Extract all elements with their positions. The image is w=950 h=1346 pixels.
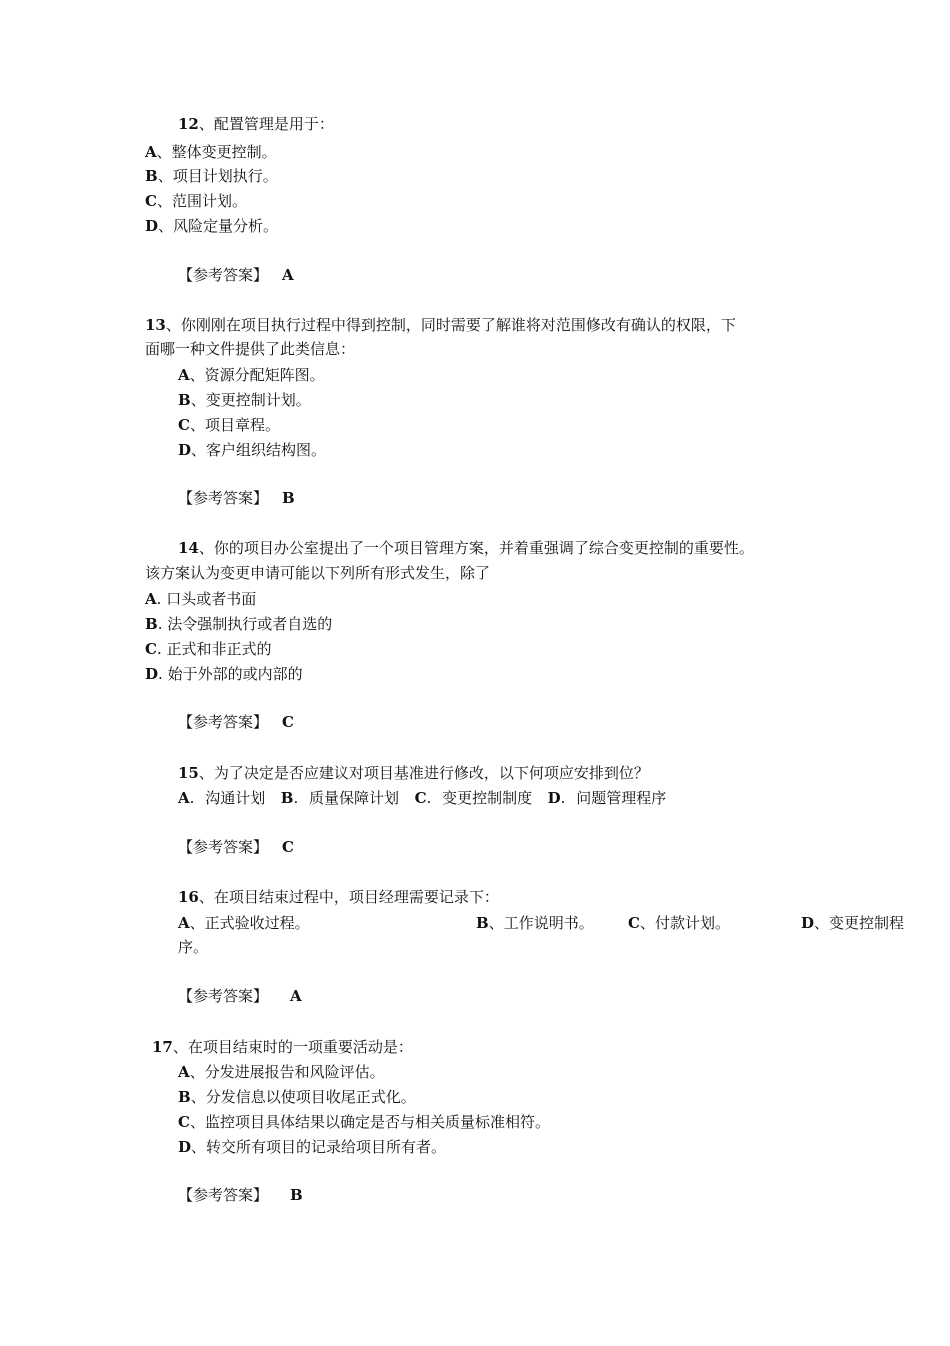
q13-option-c: C、项目章程。: [178, 416, 280, 434]
q15-option-b: B. 质量保障计划: [280, 789, 400, 807]
q17-option-a: A、分发进展报告和风险评估。: [178, 1063, 385, 1081]
question-14-stem-line1: 14、你的项目办公室提出了一个项目管理方案，并着重强调了综合变更控制的重要性。: [178, 539, 754, 557]
q16-option-d-continuation: 序。: [178, 938, 209, 956]
q14-answer: 【参考答案】 C: [178, 713, 294, 731]
q16-option-a: A、正式验收过程。: [178, 914, 310, 932]
q17-option-b: B、分发信息以使项目收尾正式化。: [178, 1088, 416, 1106]
q16-option-c: C、付款计划。: [628, 914, 730, 932]
q14-option-a: A. 口头或者书面: [145, 590, 257, 608]
question-13-stem-line2: 面哪一种文件提供了此类信息：: [145, 340, 356, 358]
q12-option-b: B、项目计划执行。: [145, 167, 278, 185]
q12-option-a: A、整体变更控制。: [145, 143, 277, 161]
q12-option-c: C、范围计划。: [145, 192, 247, 210]
question-15-stem: 15、为了决定是否应建议对项目基准进行修改，以下何项应安排到位？: [178, 764, 649, 782]
q15-answer: 【参考答案】 C: [178, 838, 294, 856]
q15-option-c: C. 变更控制制度: [414, 789, 533, 807]
q16-option-b: B、工作说明书。: [476, 914, 594, 932]
q15-options-row: [178, 788, 666, 808]
q13-answer: 【参考答案】 B: [178, 489, 295, 507]
q12-answer: 【参考答案】 A: [178, 266, 294, 284]
q15-option-d: D. 问题管理程序: [547, 789, 667, 807]
question-14-stem-line2: 该方案认为变更申请可能以下列所有形式发生，除了: [145, 564, 491, 582]
question-13-stem-line1: 13、你刚刚在项目执行过程中得到控制，同时需要了解谁将对范围修改有确认的权限，下: [145, 316, 736, 334]
q17-answer: 【参考答案】 B: [178, 1186, 303, 1204]
q14-option-b: B. 法令强制执行或者自选的: [145, 615, 333, 633]
question-17-stem: 17、在项目结束时的一项重要活动是：: [152, 1038, 413, 1056]
q13-option-d: D、客户组织结构图。: [178, 441, 327, 459]
q14-option-d: D. 始于外部的或内部的: [145, 665, 303, 683]
q14-option-c: C. 正式和非正式的: [145, 640, 272, 658]
question-16-stem: 16、在项目结束过程中，项目经理需要记录下：: [178, 888, 499, 906]
question-12-stem: 12、配置管理是用于：: [178, 115, 334, 133]
q13-option-a: A、资源分配矩阵图。: [178, 366, 325, 384]
q17-option-d: D、转交所有项目的记录给项目所有者。: [178, 1138, 447, 1156]
q16-option-d: D、变更控制程: [801, 914, 905, 932]
q16-answer: 【参考答案】 A: [178, 987, 302, 1005]
q13-option-b: B、变更控制计划。: [178, 391, 311, 409]
q12-option-d: D、风险定量分析。: [145, 217, 279, 235]
q17-option-c: C、监控项目具体结果以确定是否与相关质量标准相符。: [178, 1113, 550, 1131]
q15-option-a: A. 沟通计划: [178, 789, 266, 807]
